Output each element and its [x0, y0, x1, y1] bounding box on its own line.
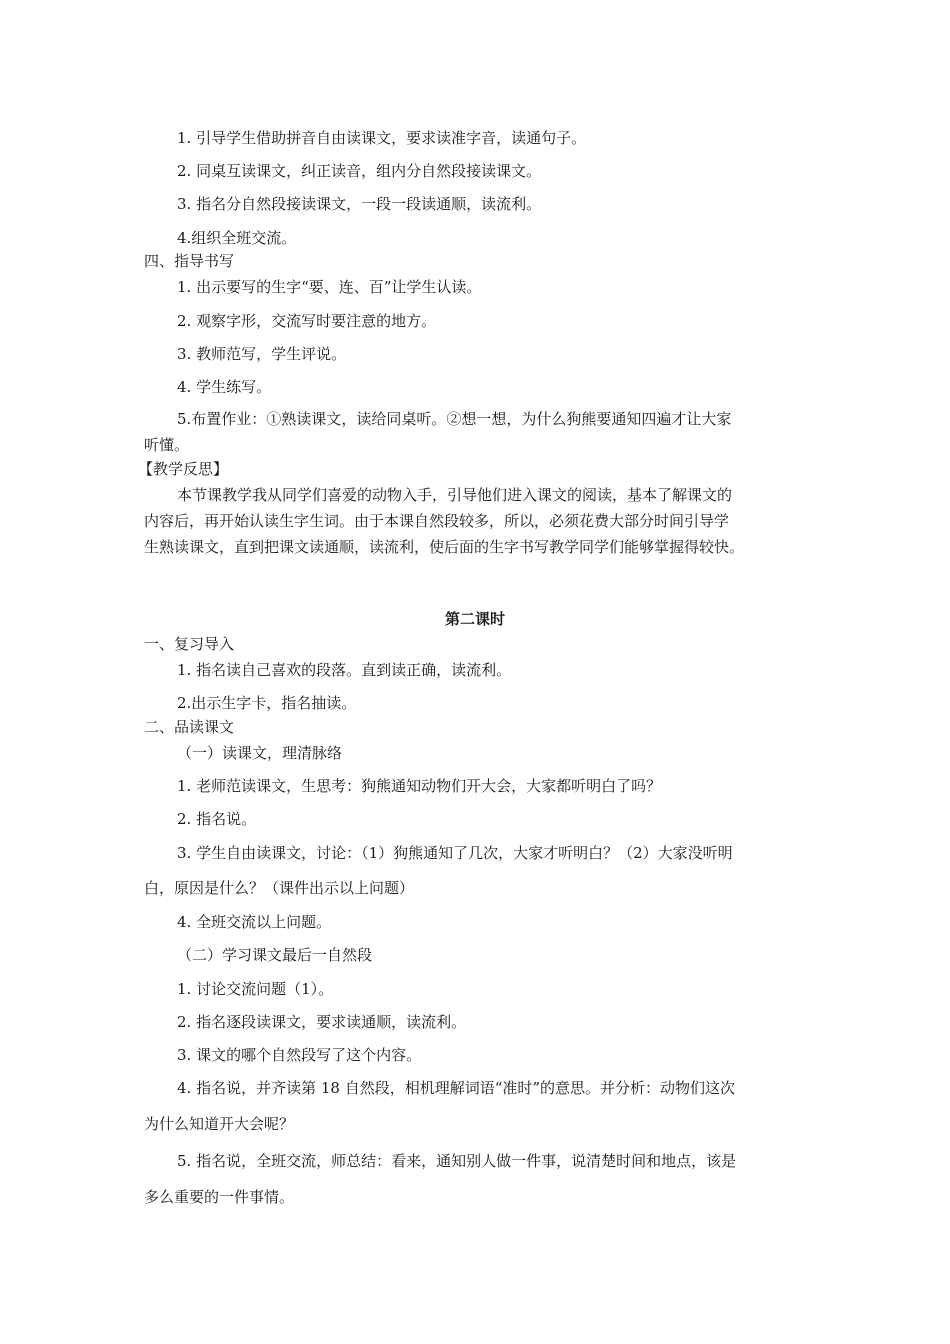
paragraph-step-3: 3. 指名分自然段接读课文，一段一段读通顺，读流利。 [177, 195, 542, 213]
writing-step-5-line-2: 听懂。 [144, 436, 190, 454]
reading-step-1: 1. 老师范读课文，生思考：狗熊通知动物们开大会，大家都听明白了吗？ [177, 777, 662, 795]
section-heading-writing: 四、指导书写 [144, 252, 235, 270]
reading-step-3-line-1: 3. 学生自由读课文，讨论：（1）狗熊通知了几次，大家才听明白？（2）大家没听明 [177, 844, 733, 862]
last-para-step-4-line-2: 为什么知道开大会呢？ [144, 1115, 295, 1133]
subsection-heading-2: （二）学习课文最后一自然段 [177, 946, 373, 964]
reading-step-3-line-2: 白，原因是什么？（课件出示以上问题） [144, 879, 415, 897]
last-para-step-3: 3. 课文的哪个自然段写了这个内容。 [177, 1046, 422, 1064]
writing-step-2: 2. 观察字形，交流写时要注意的地方。 [177, 312, 437, 330]
review-step-1: 1. 指名读自己喜欢的段落。直到读正确，读流利。 [177, 661, 512, 679]
subsection-heading-1: （一）读课文，理清脉络 [177, 744, 343, 762]
writing-step-3: 3. 教师范写，学生评说。 [177, 345, 347, 363]
last-para-step-5-line-2: 多么重要的一件事情。 [144, 1188, 295, 1206]
paragraph-step-2: 2. 同桌互读课文，纠正读音，组内分自然段接读课文。 [177, 162, 542, 180]
reflection-heading: 【教学反思】 [138, 460, 229, 478]
writing-step-5-line-1: 5.布置作业：①熟读课文，读给同桌听。②想一想，为什么狗熊要通知四遍才让大家 [177, 410, 732, 428]
paragraph-step-1: 1. 引导学生借助拼音自由读课文，要求读准字音，读通句子。 [177, 129, 587, 147]
last-para-step-2: 2. 指名逐段读课文，要求读通顺，读流利。 [177, 1013, 467, 1031]
review-step-2: 2.出示生字卡，指名抽读。 [177, 694, 357, 712]
writing-step-1: 1. 出示要写的生字“要、连、百”让学生认读。 [177, 278, 482, 296]
section-heading-reading: 二、品读课文 [144, 718, 235, 736]
last-para-step-5-line-1: 5. 指名说，全班交流，师总结：看来，通知别人做一件事，说清楚时间和地点，该是 [177, 1152, 737, 1170]
section-heading-review: 一、复习导入 [144, 635, 235, 653]
lesson-title: 第二课时 [444, 610, 505, 628]
last-para-step-1: 1. 讨论交流问题（1）。 [177, 980, 334, 998]
reflection-line-3: 生熟读课文，直到把课文读通顺，读流利，使后面的生字书写教学同学们能够掌握得较快。 [144, 538, 745, 556]
reading-step-2: 2. 指名说。 [177, 810, 257, 828]
writing-step-4: 4. 学生练写。 [177, 378, 272, 396]
last-para-step-4-line-1: 4. 指名说，并齐读第 18 自然段，相机理解词语“准时”的意思。并分析：动物们这次 [177, 1079, 736, 1097]
reflection-line-2: 内容后，再开始认读生字生词。由于本课自然段较多，所以，必须花费大部分时间引导学 [144, 512, 730, 530]
reading-step-4: 4. 全班交流以上问题。 [177, 913, 332, 931]
reflection-line-1: 本节课教学我从同学们喜爱的动物入手，引导他们进入课文的阅读，基本了解课文的 [177, 486, 733, 504]
paragraph-step-4: 4.组织全班交流。 [177, 229, 297, 247]
